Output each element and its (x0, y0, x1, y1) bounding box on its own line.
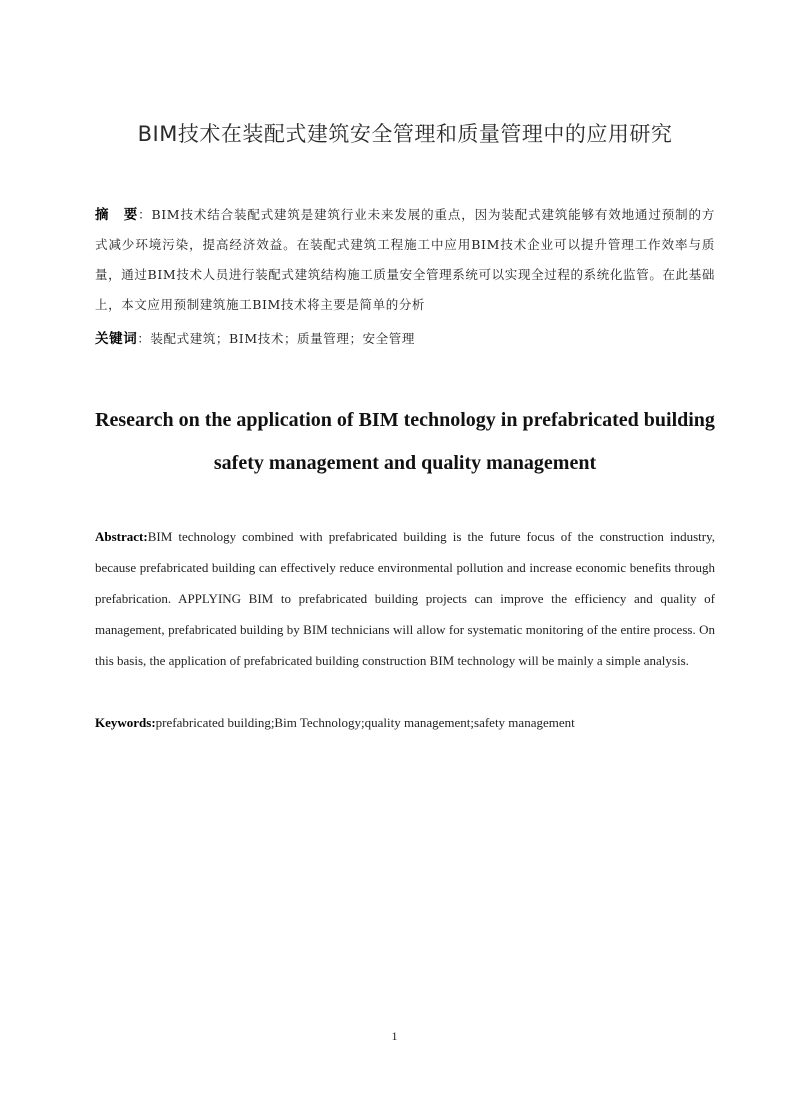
english-keywords-text: prefabricated building;Bim Technology;quality management;safety management (155, 715, 575, 730)
chinese-title: BIM技术在装配式建筑安全管理和质量管理中的应用研究 (137, 122, 673, 146)
chinese-abstract-separator: ： (138, 207, 152, 222)
chinese-keywords-label: 关键词 (95, 331, 138, 347)
chinese-abstract (95, 200, 715, 320)
english-keywords-label: Keywords: (95, 715, 156, 730)
chinese-abstract-text: BIM技术结合装配式建筑是建筑行业未来发展的重点，因为装配式建筑能够有效地通过预制的方式减少环境污染，提高经济效益。在装配式建筑工程施工中应用BIM技术企业可以提升管理工作效率与质量，通过BIM技术人员进行装配式建筑结构施工质量安全管理系统可以实现全过程的系统化监管。在此基础上，本文应用预制建筑施工BIM技术将主要是简单的分析 (95, 207, 715, 312)
english-title: Research on the application of BIM technology in prefabricated building safety management and quality management (95, 409, 715, 474)
chinese-abstract-label: 摘 要 (95, 207, 139, 223)
english-abstract-text: BIM technology combined with prefabricated building is the future focus of the construction industry, because prefabricated building can effectively reduce environmental pollution and increase economic benefits through prefabrication. APPLYING BIM to prefabricated building projects can improve the efficiency and quality of management, prefabricated building by BIM technicians will allow for systematic monitoring of the entire process. On this basis, the application of prefabricated building construction BIM technology will be mainly a simple analysis. (95, 529, 715, 668)
chinese-keywords (95, 324, 715, 354)
english-abstract (95, 521, 715, 676)
chinese-keywords-separator: ： (137, 331, 151, 346)
english-abstract-label: Abstract: (95, 529, 148, 544)
chinese-keywords-text: 装配式建筑；BIM技术；质量管理；安全管理 (150, 331, 415, 346)
english-keywords (95, 708, 715, 738)
page-number: 1 (391, 1029, 398, 1043)
